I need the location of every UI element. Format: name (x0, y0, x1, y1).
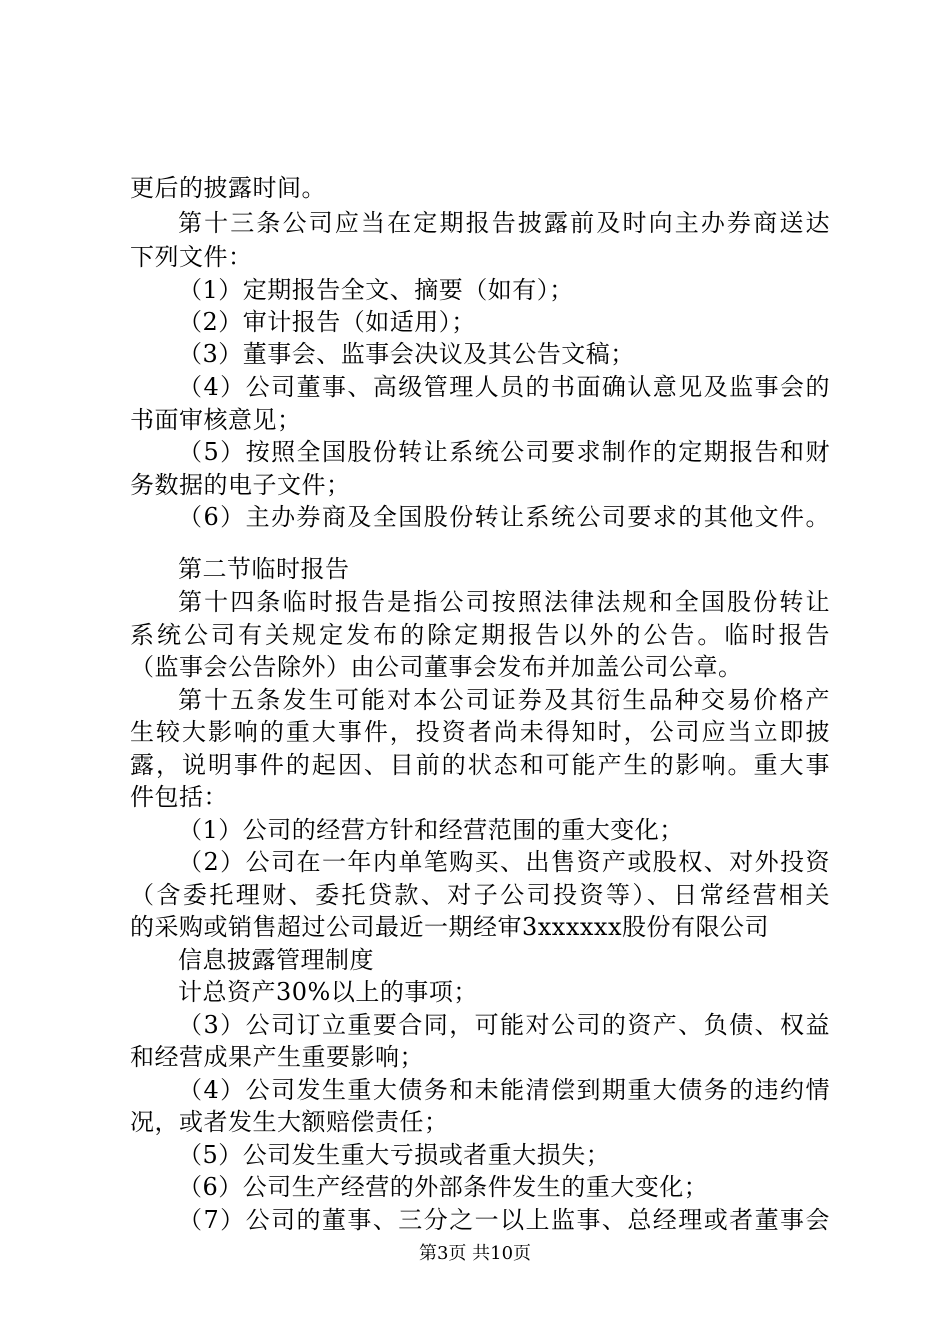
body-line: （含委托理财、委托贷款、对子公司投资等）、日常经营相关 (130, 881, 830, 909)
body-line: （3）公司订立重要合同，可能对公司的资产、负债、权益 (178, 1011, 830, 1039)
body-line: （3）董事会、监事会决议及其公告文稿； (178, 340, 635, 368)
body-line: 和经营成果产生重要影响； (130, 1043, 424, 1071)
body-line: （5）公司发生重大亏损或者重大损失； (178, 1141, 611, 1169)
body-line: （6）主办券商及全国股份转让系统公司要求的其他文件。 (178, 503, 830, 531)
body-line: 书面审核意见； (130, 406, 302, 434)
body-line: （监事会公告除外）由公司董事会发布并加盖公司公章。 (130, 653, 743, 681)
body-line: 更后的披露时间。 (130, 174, 326, 202)
body-line: 第十四条临时报告是指公司按照法律法规和全国股份转让 (178, 588, 830, 616)
body-line: 务数据的电子文件； (130, 471, 351, 499)
body-line: （1）公司的经营方针和经营范围的重大变化； (178, 816, 684, 844)
body-line: 第十三条公司应当在定期报告披露前及时向主办券商送达 (178, 209, 830, 237)
body-line: 信息披露管理制度 (178, 946, 374, 974)
body-line: 下列文件： (130, 243, 253, 271)
body-line: 的采购或销售超过公司最近一期经审3xxxxxx股份有限公司 (130, 913, 769, 941)
body-line: 露，说明事件的起因、目前的状态和可能产生的影响。重大事 (130, 751, 830, 779)
body-line: 生较大影响的重大事件，投资者尚未得知时，公司应当立即披 (130, 718, 830, 746)
section-heading: 第二节临时报告 (178, 555, 350, 583)
body-line: 件包括： (130, 783, 228, 811)
body-line: （4）公司董事、高级管理人员的书面确认意见及监事会的 (178, 373, 830, 401)
body-line: （1）定期报告全文、摘要（如有）； (178, 276, 574, 304)
body-line: （6）公司生产经营的外部条件发生的重大变化； (178, 1173, 709, 1201)
body-line: 系统公司有关规定发布的除定期报告以外的公告。临时报告 (130, 621, 830, 649)
body-line: （4）公司发生重大债务和未能清偿到期重大债务的违约情 (178, 1076, 830, 1104)
body-line: （5）按照全国股份转让系统公司要求制作的定期报告和财 (178, 438, 830, 466)
page-number-footer: 第3页 共10页 (418, 1243, 532, 1264)
body-line: （2）公司在一年内单笔购买、出售资产或股权、对外投资 (178, 848, 830, 876)
body-line: （2）审计报告（如适用）； (178, 308, 476, 336)
body-line: 第十五条发生可能对本公司证券及其衍生品种交易价格产 (178, 686, 830, 714)
body-line: （7）公司的董事、三分之一以上监事、总经理或者董事会 (178, 1206, 830, 1234)
body-line: 计总资产30%以上的事项； (178, 978, 478, 1006)
body-line: 况，或者发生大额赔偿责任； (130, 1108, 449, 1136)
